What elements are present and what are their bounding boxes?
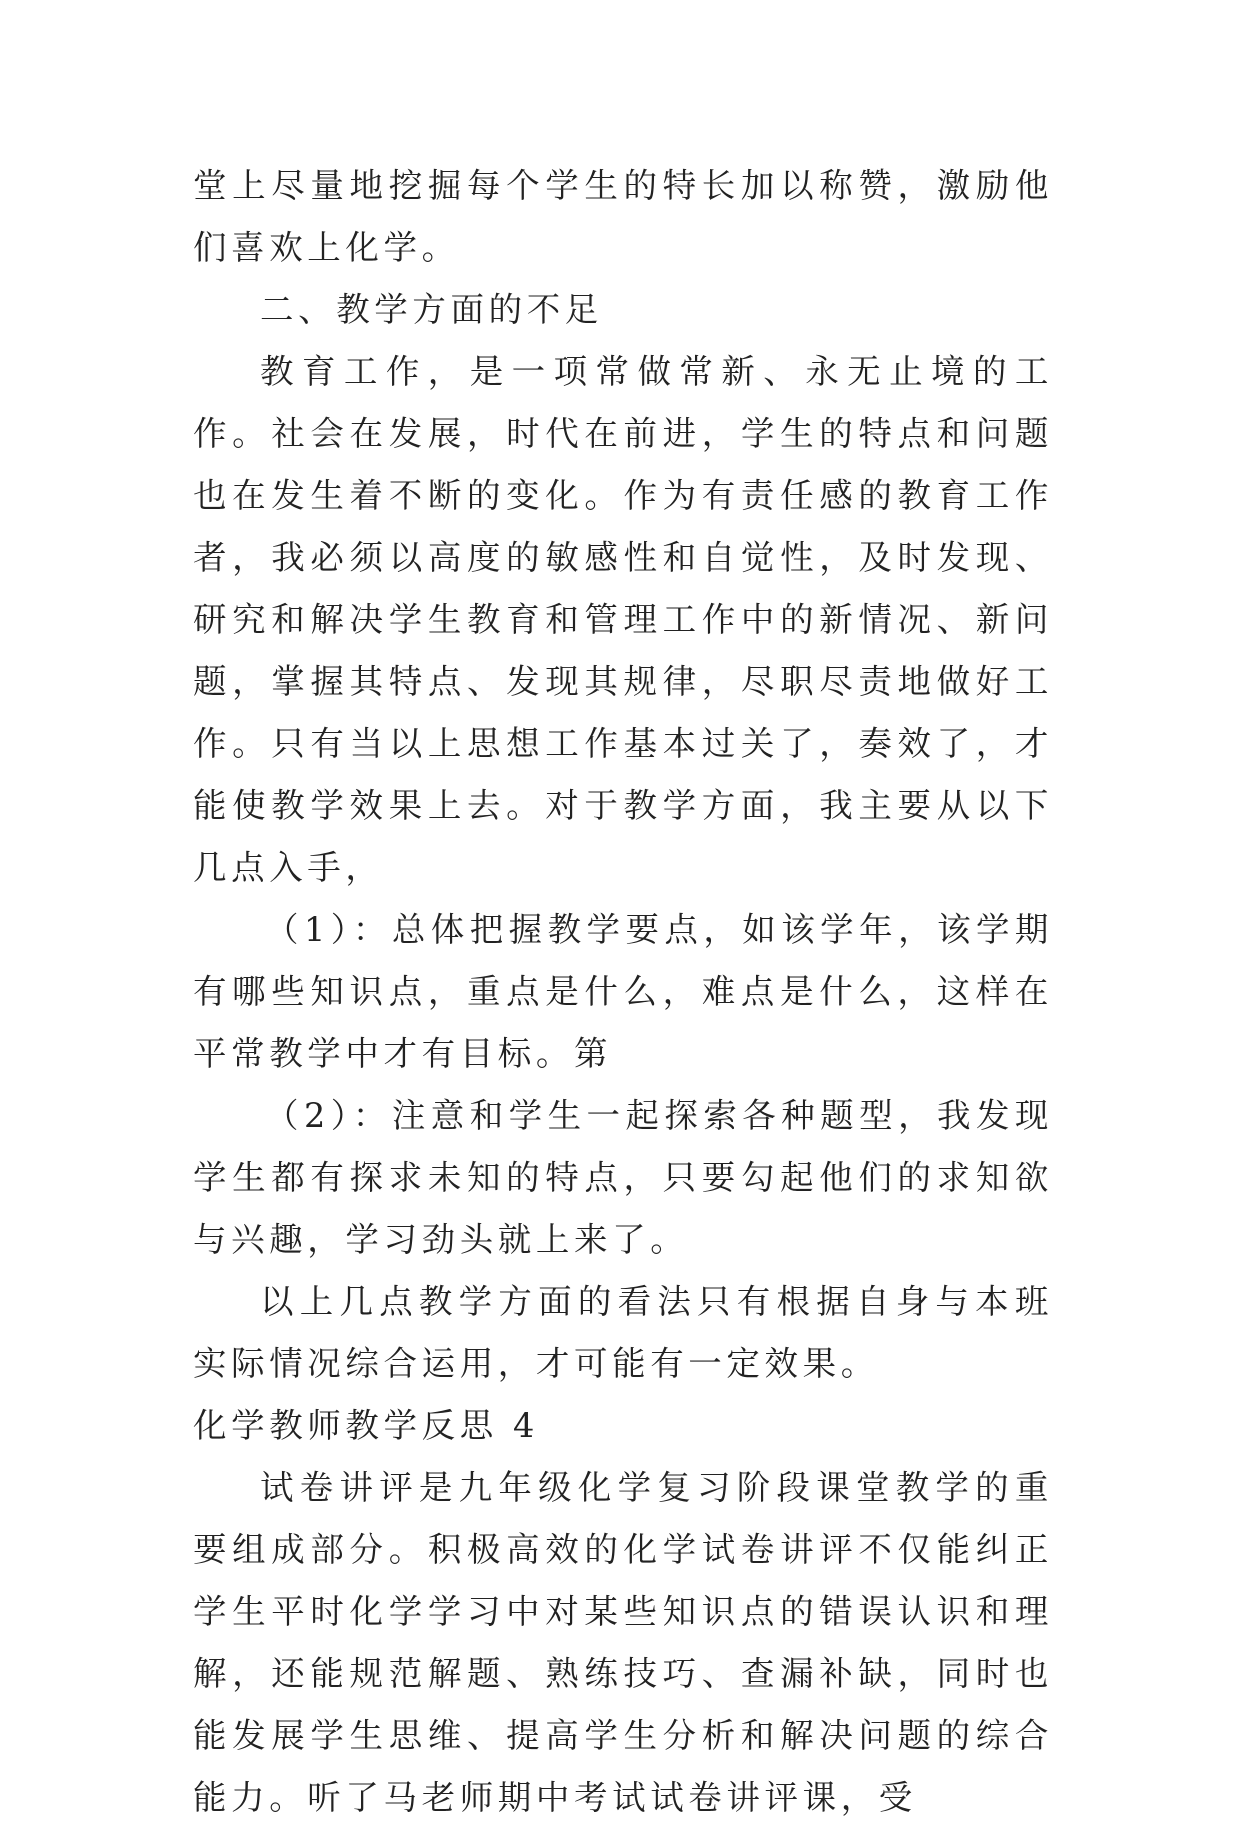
list-item-point-1: （1）：总体把握教学要点，如该学年，该学期有哪些知识点，重点是什么，难点是什么，这样在平常教学中才有目标。第 (193, 910, 1053, 1073)
paragraph-summary: 以上几点教学方面的看法只有根据自身与本班实际情况综合运用，才可能有一定效果。 (193, 1282, 1053, 1383)
paragraph-teaching-shortcomings: 教育工作，是一项常做常新、永无止境的工作。社会在发展，时代在前进，学生的特点和问题也在发生着不断的变化。作为有责任感的教育工作者，我必须以高度的敏感性和自觉性，及时发现、研究和解决学生教育和管理工作中的新情况、新问题，掌握其特点、发现其规律，尽职尽责地做好工作。只有当以上思想工作基本过关了，奏效了，才能使教学效果上去。对于教学方面，我主要从以下几点入手， (193, 352, 1053, 887)
article-title: 化学教师教学反思 4 (193, 1406, 539, 1445)
list-item-point-2: （2）：注意和学生一起探索各种题型，我发现学生都有探求未知的特点，只要勾起他们的求知欲与兴趣，学习劲头就上来了。 (193, 1096, 1053, 1259)
document-body (193, 155, 1053, 1829)
paragraph-continuation: 堂上尽量地挖掘每个学生的特长加以称赞，激励他们喜欢上化学。 (193, 166, 1053, 267)
section-heading: 二、教学方面的不足 (260, 290, 603, 329)
paragraph-exam-review: 试卷讲评是九年级化学复习阶段课堂教学的重要组成部分。积极高效的化学试卷讲评不仅能纠正学生平时化学学习中对某些知识点的错误认识和理解，还能规范解题、熟练技巧、查漏补缺，同时也能发展学生思维、提高学生分析和解决问题的综合能力。听了马老师期中考试试卷讲评课，受 (193, 1468, 1053, 1817)
